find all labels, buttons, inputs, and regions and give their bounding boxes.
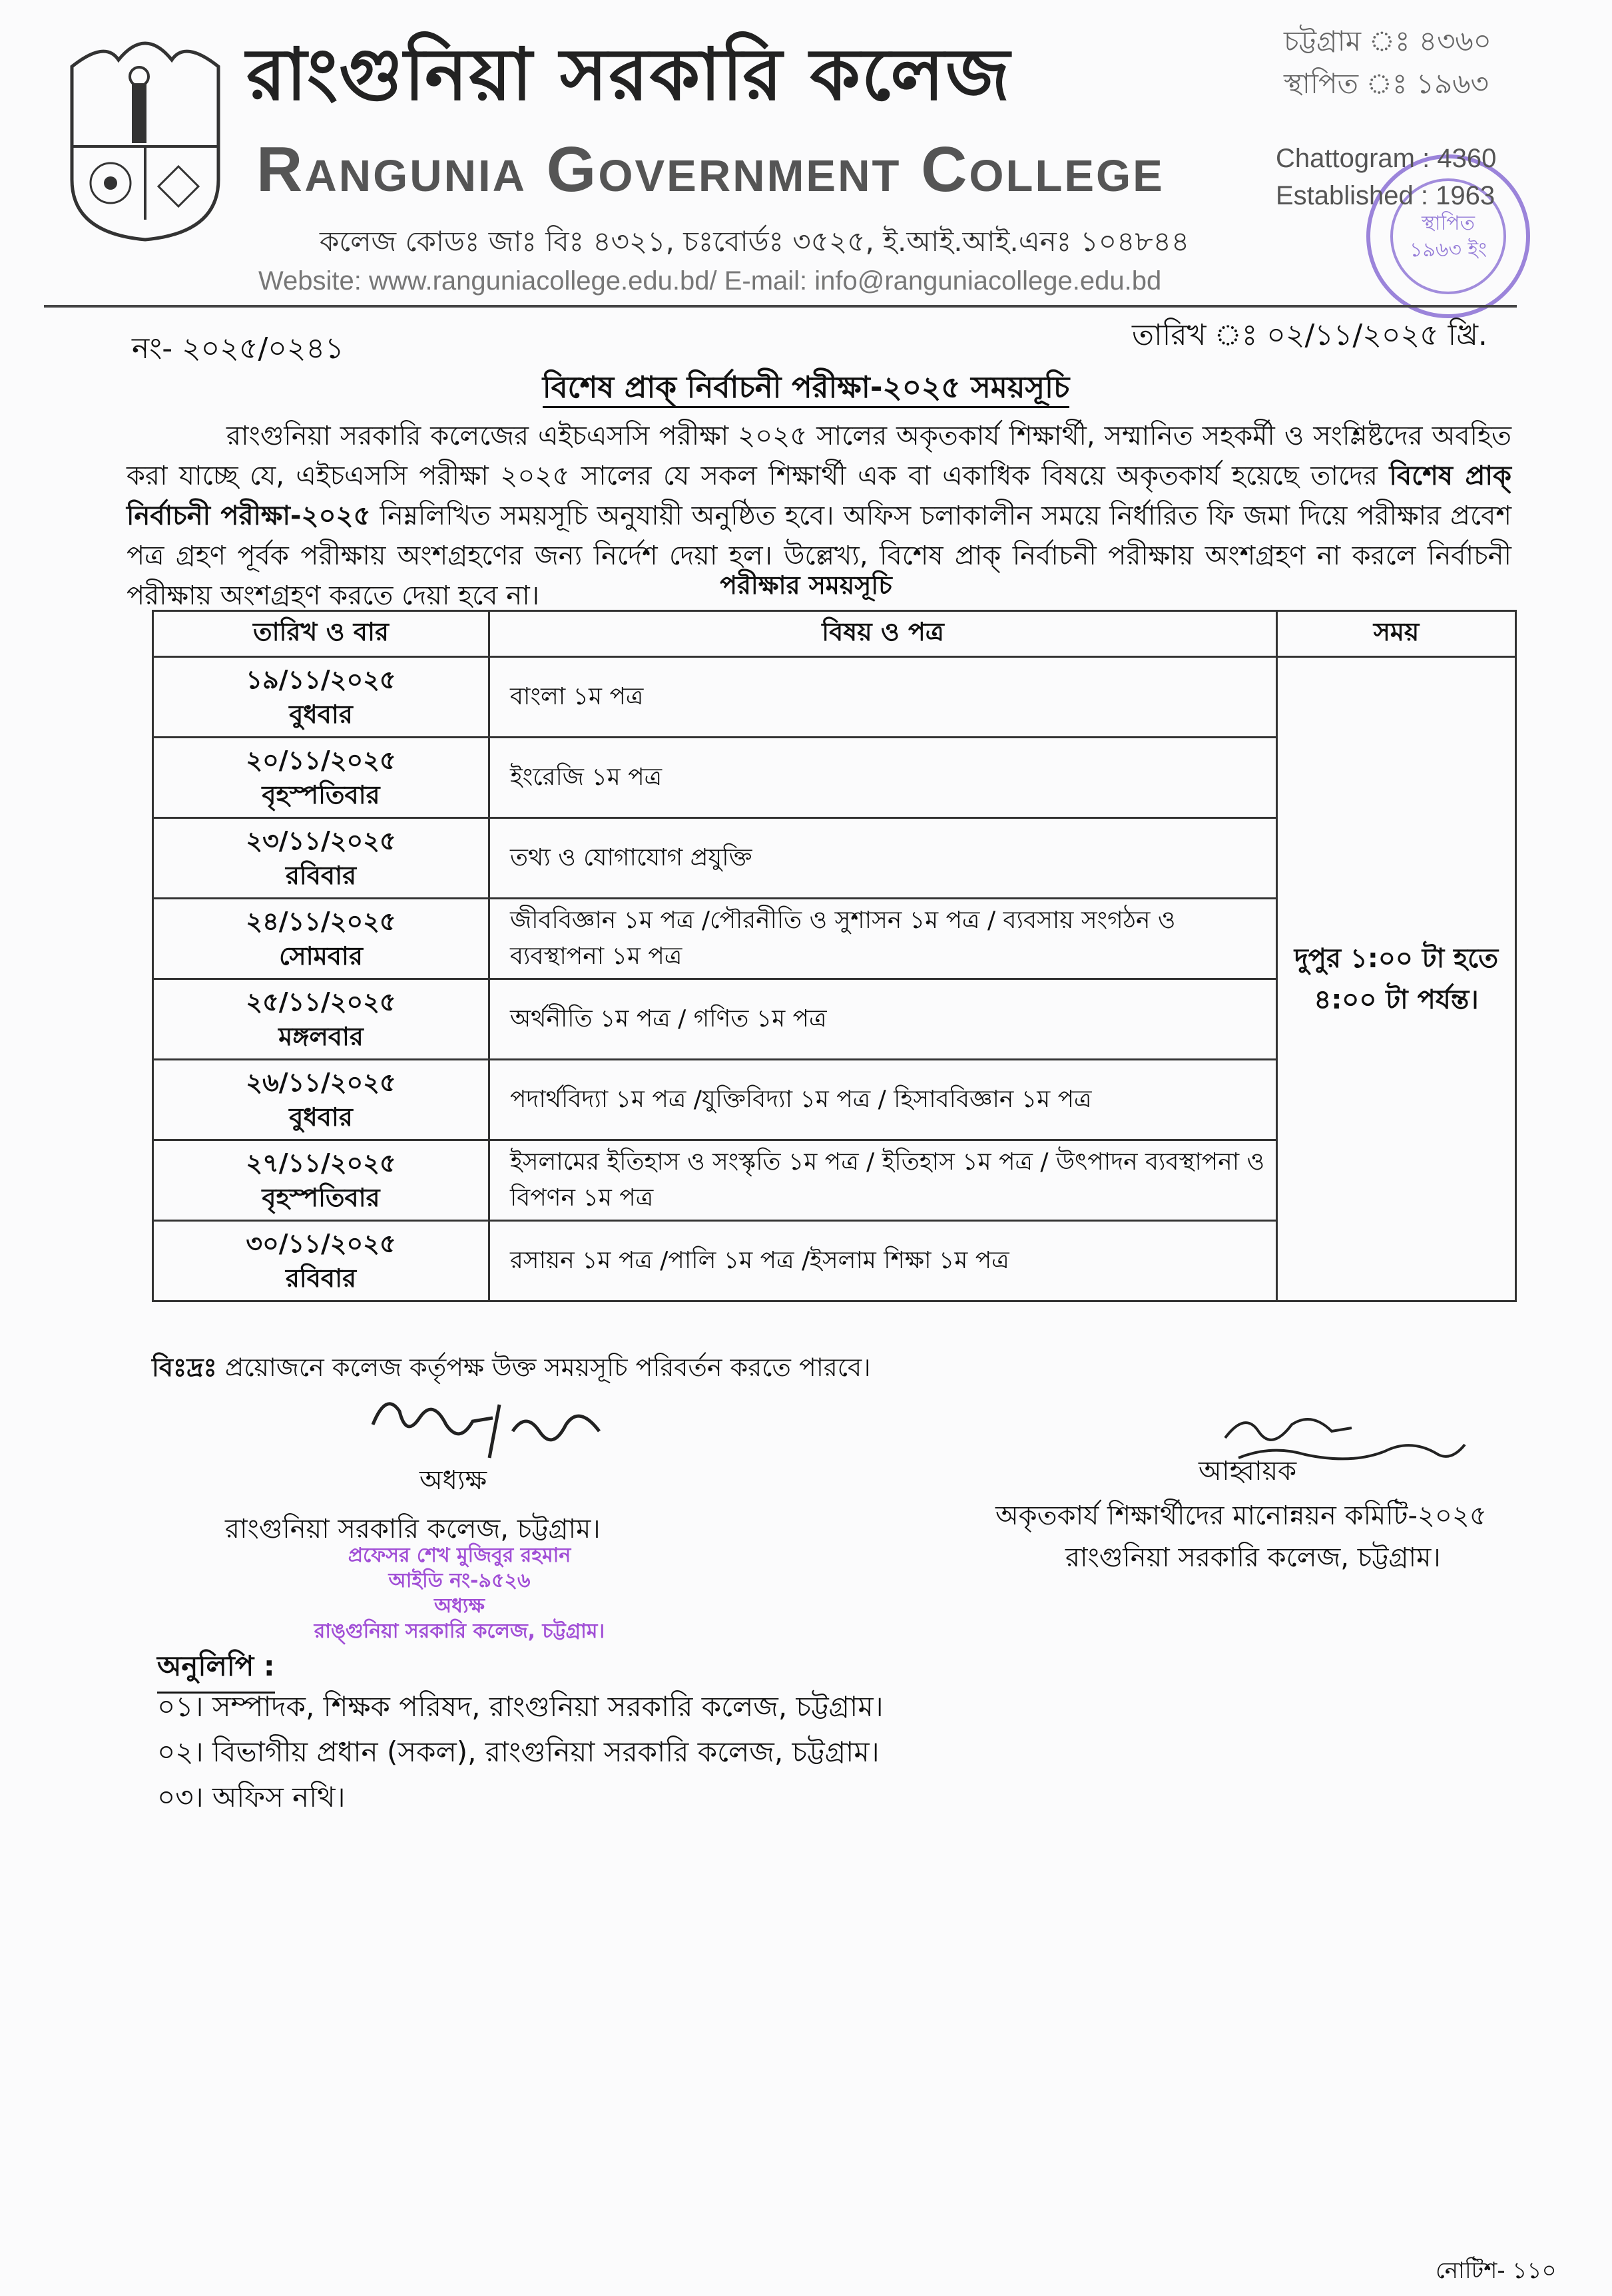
list-item: ০৩। অফিস নথি।	[157, 1781, 346, 1813]
stamp-college-line: রাঙ্গুনিয়া সরকারি কলেজ, চট্টগ্রাম।	[314, 1620, 605, 1643]
subject-cell: বাংলা ১ম পত্র	[489, 657, 1277, 738]
notice-code: নোটিশ- ১১০	[1436, 2257, 1557, 2284]
stamp-id-line: আইডি নং-৯৫২৬	[388, 1569, 531, 1592]
subject-cell: রসায়ন ১ম পত্র /পালি ১ম পত্র /ইসলাম শিক্ষা ১ম পত্র	[489, 1221, 1277, 1301]
table-header-row	[153, 611, 1516, 657]
memo-date: তারিখ ঃ ০২/১১/২০২৫ খ্রি.	[1132, 318, 1487, 352]
website-email: Website: www.ranguniacollege.edu.bd/ E-mail: info@ranguniacollege.edu.bd	[258, 266, 1162, 296]
exam-day: রবিবার	[286, 861, 356, 890]
exam-day: বুধবার	[289, 1102, 353, 1132]
exam-day: বৃহস্পতিবার	[262, 780, 380, 809]
subject-cell: অর্থনীতি ১ম পত্র / গণিত ১ম পত্র	[489, 979, 1277, 1060]
stamp-name-line: প্রফেসর শেখ মুজিবুর রহমান	[348, 1544, 571, 1567]
established-bangla: স্থাপিত ঃ ১৯৬৩	[1284, 67, 1489, 100]
exam-date: ২৭/১১/২০২৫	[246, 1148, 396, 1178]
notice-body-part2: নিম্নলিখিত সময়সূচি অনুযায়ী অনুষ্ঠিত হবে। অফিস চলাকালীন সময়ে নির্ধারিত ফি জমা দিয়ে পরীক্ষার প্রবেশ পত্র গ্রহণ পূর্বক পরীক্ষায় অংশগ্রহণের জন্য নির্দেশ দেয়া হল। উল্লেখ্য, বিশেষ প্রাক্ নির্বাচনী পরীক্ষায় অংশগ্রহণ না করলে নির্বাচনী পরীক্ষায় অংশগ্রহণ করতে দেয়া হবে না।	[127, 501, 1511, 611]
list-item: ০১। সম্পাদক, শিক্ষক পরিষদ, রাংগুনিয়া সরকারি কলেজ, চট্টগ্রাম।	[157, 1690, 884, 1723]
subject-cell: ইসলামের ইতিহাস ও সংস্কৃতি ১ম পত্র / ইতিহাস ১ম পত্র / উৎপাদন ব্যবস্থাপনা ও বিপণন ১ম পত্র	[489, 1140, 1277, 1221]
location-info-bangla	[1284, 20, 1491, 105]
principal-title: অধ্যক্ষ	[419, 1465, 487, 1496]
memo-number: নং- ২০২৫/০২৪১	[132, 332, 344, 365]
exam-day: মঙ্গলবার	[278, 1022, 364, 1051]
svg-text:স্থাপিত: স্থাপিত	[1421, 212, 1476, 235]
exam-day: বুধবার	[289, 700, 353, 729]
time-cell: দুপুর ১:০০ টা হতে ৪:০০ টা পর্যন্ত।	[1277, 657, 1516, 1301]
svg-text:১৯৬৩ ইং: ১৯৬৩ ইং	[1410, 238, 1487, 262]
notice-title-text: বিশেষ প্রাক্ নির্বাচনী পরীক্ষা-২০২৫ সময়সূচি	[543, 369, 1070, 408]
subject-cell: জীববিজ্ঞান ১ম পত্র /পৌরনীতি ও সুশাসন ১ম পত্র / ব্যবসায় সংগঠন ও ব্যবস্থাপনা ১ম পত্র	[489, 899, 1277, 979]
note-text: প্রয়োজনে কলেজ কর্তৃপক্ষ উক্ত সময়সূচি পরিবর্তন করতে পারবে।	[216, 1353, 871, 1382]
exam-date: ২৩/১১/২০২৫	[246, 826, 396, 855]
exam-date: ৩০/১১/২০২৫	[246, 1229, 396, 1258]
copy-list	[157, 1684, 884, 1820]
principal-name-stamp	[273, 1543, 646, 1644]
list-item: ০২। বিভাগীয় প্রধান (সকল), রাংগুনিয়া সরকারি কলেজ, চট্টগ্রাম।	[157, 1735, 880, 1768]
exam-schedule-table	[152, 610, 1517, 1302]
established-english: Established : 1963	[1276, 181, 1495, 210]
subject-cell: তথ্য ও যোগাযোগ প্রযুক্তি	[489, 818, 1277, 899]
principal-college: রাংগুনিয়া সরকারি কলেজ, চট্টগ্রাম।	[225, 1514, 601, 1544]
principal-signature	[360, 1385, 626, 1471]
exam-day: বৃহস্পতিবার	[262, 1183, 380, 1212]
copy-heading: অনুলিপি :	[157, 1644, 275, 1694]
date-cell	[153, 818, 489, 899]
exam-day: সোমবার	[279, 941, 363, 971]
date-cell	[153, 738, 489, 818]
schedule-caption: পরীক্ষার সময়সূচি	[720, 571, 892, 600]
subject-cell: ইংরেজি ১ম পত্র	[489, 738, 1277, 818]
convener-title: আহ্বায়ক	[1199, 1456, 1297, 1487]
header-date: তারিখ ও বার	[153, 611, 489, 657]
notice-body-part1: রাংগুনিয়া সরকারি কলেজের এইচএসসি পরীক্ষা ২০২৫ সালের অকৃতকার্য শিক্ষার্থী, সম্মানিত সহকর্মী ও সংশ্লিষ্টদের অবহিত করা যাচ্ছে যে, এইচএসসি পরীক্ষা ২০২৫ সালের যে সকল শিক্ষার্থী এক বা একাধিক বিষয়ে অকৃতকার্য হয়েছে তাদের	[127, 421, 1511, 491]
header-time: সময়	[1277, 611, 1516, 657]
college-logo	[59, 27, 232, 246]
date-cell	[153, 979, 489, 1060]
convener-college: রাংগুনিয়া সরকারি কলেজ, চট্টগ্রাম।	[1065, 1542, 1441, 1573]
date-cell	[153, 1060, 489, 1140]
table-row	[153, 657, 1516, 738]
note-label: বিঃদ্রঃ	[152, 1353, 217, 1382]
convener-committee: অকৃতকার্য শিক্ষার্থীদের মানোন্নয়ন কমিটি-২০২৫	[995, 1500, 1487, 1531]
college-name-bangla: রাংগুনিয়া সরকারি কলেজ	[246, 33, 1011, 116]
header-subject: বিষয় ও পত্র	[489, 611, 1277, 657]
location-bangla: চট্টগ্রাম ঃ ৪৩৬০	[1284, 25, 1491, 57]
notice-body-bold: বিশেষ প্রাক্ নির্বাচনী পরীক্ষা-২০২৫	[127, 461, 1511, 531]
date-cell	[153, 1221, 489, 1301]
exam-date: ১৯/১১/২০২৫	[246, 665, 396, 694]
exam-day: রবিবার	[286, 1263, 356, 1293]
location-english: Chattogram : 4360	[1276, 144, 1497, 173]
notice-title	[0, 365, 1612, 415]
stamp-title-line: অধ্যক্ষ	[434, 1594, 485, 1618]
college-name-english: Rangunia Government College	[256, 134, 1165, 205]
exam-date: ২০/১১/২০২৫	[246, 746, 396, 775]
header-divider	[44, 305, 1517, 308]
date-cell	[153, 899, 489, 979]
exam-date: ২৪/১১/২০২৫	[246, 907, 396, 936]
exam-date: ২৬/১১/২০২৫	[246, 1068, 396, 1097]
date-cell	[153, 1140, 489, 1221]
subject-cell: পদার্থবিদ্যা ১ম পত্র /যুক্তিবিদ্যা ১ম পত্র / হিসাববিজ্ঞান ১ম পত্র	[489, 1060, 1277, 1140]
location-info-english	[1276, 140, 1496, 214]
date-cell	[153, 657, 489, 738]
exam-date: ২৫/১১/২০২৫	[246, 987, 396, 1017]
college-codes: কলেজ কোডঃ জাঃ বিঃ ৪৩২১, চঃবোর্ডঃ ৩৫২৫, ই.আই.আই.এনঃ ১০৪৮৪৪	[320, 225, 1190, 258]
